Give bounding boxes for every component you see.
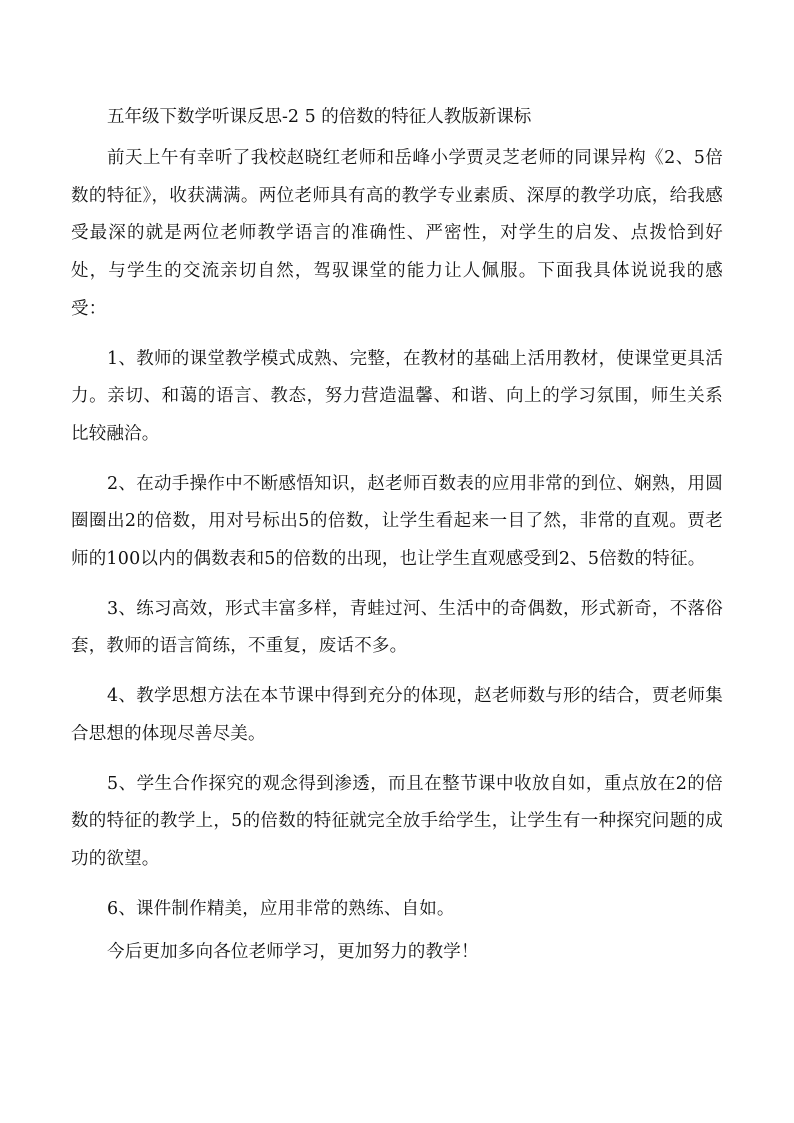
paragraph-point-2: 2、在动手操作中不断感悟知识，赵老师百数表的应用非常的到位、娴熟，用圆圈圈出2的倍数，用对号标出5的倍数，让学生看起来一目了然，非常的直观。贾老师的100以内的偶数表和5的倍数的出现，也让学生直观感受到2、5倍数的特征。 — [71, 473, 723, 570]
document-body — [71, 140, 723, 984]
paragraph-intro: 前天上午有幸听了我校赵晓红老师和岳峰小学贾灵芝老师的同课异构《2、5倍数的特征》，收获满满。两位老师具有高的教学专业素质、深厚的教学功底，给我感受最深的就是两位老师教学语言的准确性、严密性，对学生的启发、点拨恰到好处，与学生的交流亲切自然，驾驭课堂的能力让人佩服。下面我具体说说我的感受： — [71, 148, 723, 319]
paragraph-point-4: 4、教学思想方法在本节课中得到充分的体现，赵老师数与形的结合，贾老师集合思想的体现尽善尽美。 — [71, 686, 723, 744]
paragraph-point-1: 1、教师的课堂教学模式成熟、完整，在教材的基础上活用教材，使课堂更具活力。亲切、和蔼的语言、教态，努力营造温馨、和谐、向上的学习氛围，师生关系比较融洽。 — [71, 348, 723, 444]
paragraph-point-5: 5、学生合作探究的观念得到渗透，而且在整节课中收放自如，重点放在2的倍数的特征的教学上，5的倍数的特征就完全放手给学生，让学生有一种探究问题的成功的欲望。 — [71, 773, 723, 869]
paragraph-point-6: 6、课件制作精美，应用非常的熟练、自如。 — [107, 898, 455, 919]
paragraph-closing: 今后更加多向各位老师学习，更加努力的教学！ — [107, 942, 479, 963]
paragraph-point-3: 3、练习高效，形式丰富多样，青蛙过河、生活中的奇偶数，形式新奇，不落俗套，教师的语言简练，不重复，废话不多。 — [71, 598, 723, 657]
document-title: 五年级下数学听课反思-2 5 的倍数的特征人教版新课标 — [107, 107, 532, 127]
